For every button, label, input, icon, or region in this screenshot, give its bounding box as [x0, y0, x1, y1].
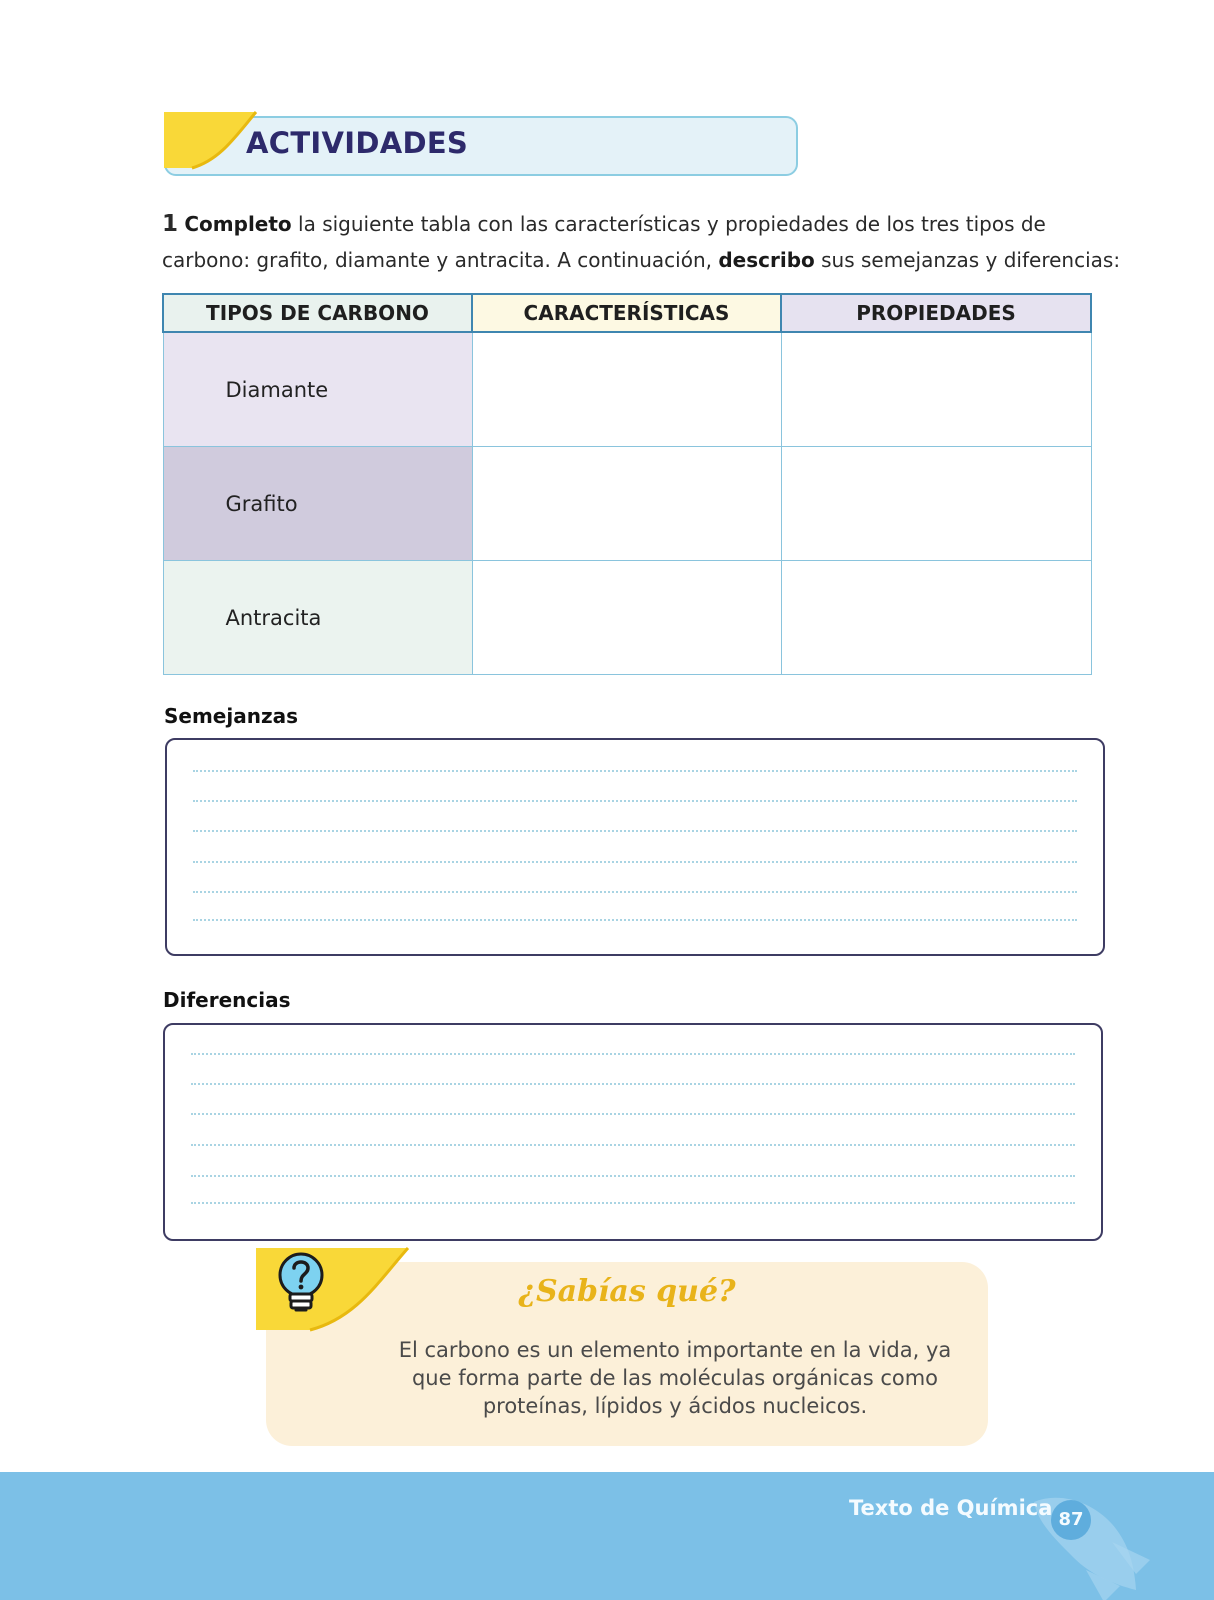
carbon-types-table: [162, 293, 1092, 675]
instruction-part-1: la siguiente tabla con las características y propiedades de los tres tipos de carbono: grafito, diamante y antracita. A continuación,: [162, 212, 1046, 272]
writing-line: [191, 1083, 1075, 1085]
row-label-grafito: Grafito: [163, 447, 472, 561]
similarities-label: Semejanzas: [164, 704, 299, 728]
header-characteristics: CARACTERÍSTICAS: [472, 294, 781, 332]
writing-line: [193, 830, 1077, 832]
instruction-text: [162, 206, 1122, 278]
book-title: Texto de Química: [849, 1496, 1053, 1520]
table-row: [163, 447, 1091, 561]
header-carbon-types: TIPOS DE CARBONO: [163, 294, 472, 332]
table-header-row: [163, 294, 1091, 332]
instruction-part-2: sus semejanzas y diferencias:: [814, 248, 1121, 272]
activity-number: 1: [162, 211, 179, 237]
writing-line: [191, 1175, 1075, 1177]
writing-line: [191, 1113, 1075, 1115]
activities-title: ACTIVIDADES: [246, 126, 469, 160]
cell-grafito-properties[interactable]: [781, 447, 1091, 561]
writing-line: [193, 891, 1077, 893]
instruction-verb-describo: describo: [718, 248, 815, 272]
writing-line: [191, 1144, 1075, 1146]
writing-line: [193, 861, 1077, 863]
cell-diamante-properties[interactable]: [781, 332, 1091, 447]
row-label-diamante: Diamante: [163, 332, 472, 447]
did-you-know-text: El carbono es un elemento importante en la vida, ya que forma parte de las moléculas orgánicas como proteínas, lípidos y ácidos nucleicos.: [398, 1338, 952, 1418]
cell-grafito-characteristics[interactable]: [472, 447, 781, 561]
similarities-answer-box[interactable]: [165, 738, 1105, 956]
writing-line: [193, 770, 1077, 772]
differences-answer-box[interactable]: [163, 1023, 1103, 1241]
writing-line: [191, 1202, 1075, 1204]
writing-line: [191, 1053, 1075, 1055]
writing-line: [193, 919, 1077, 921]
table-row: [163, 332, 1091, 447]
differences-label: Diferencias: [163, 988, 291, 1012]
page-number: 87: [1051, 1500, 1091, 1540]
cell-diamante-characteristics[interactable]: [472, 332, 781, 447]
cell-antracita-characteristics[interactable]: [472, 561, 781, 675]
instruction-verb-completo: Completo: [184, 212, 292, 236]
table-row: [163, 561, 1091, 675]
did-you-know-title: ¿Sabías qué?: [518, 1274, 736, 1309]
row-label-antracita: Antracita: [163, 561, 472, 675]
cell-antracita-properties[interactable]: [781, 561, 1091, 675]
writing-line: [193, 800, 1077, 802]
header-properties: PROPIEDADES: [781, 294, 1091, 332]
